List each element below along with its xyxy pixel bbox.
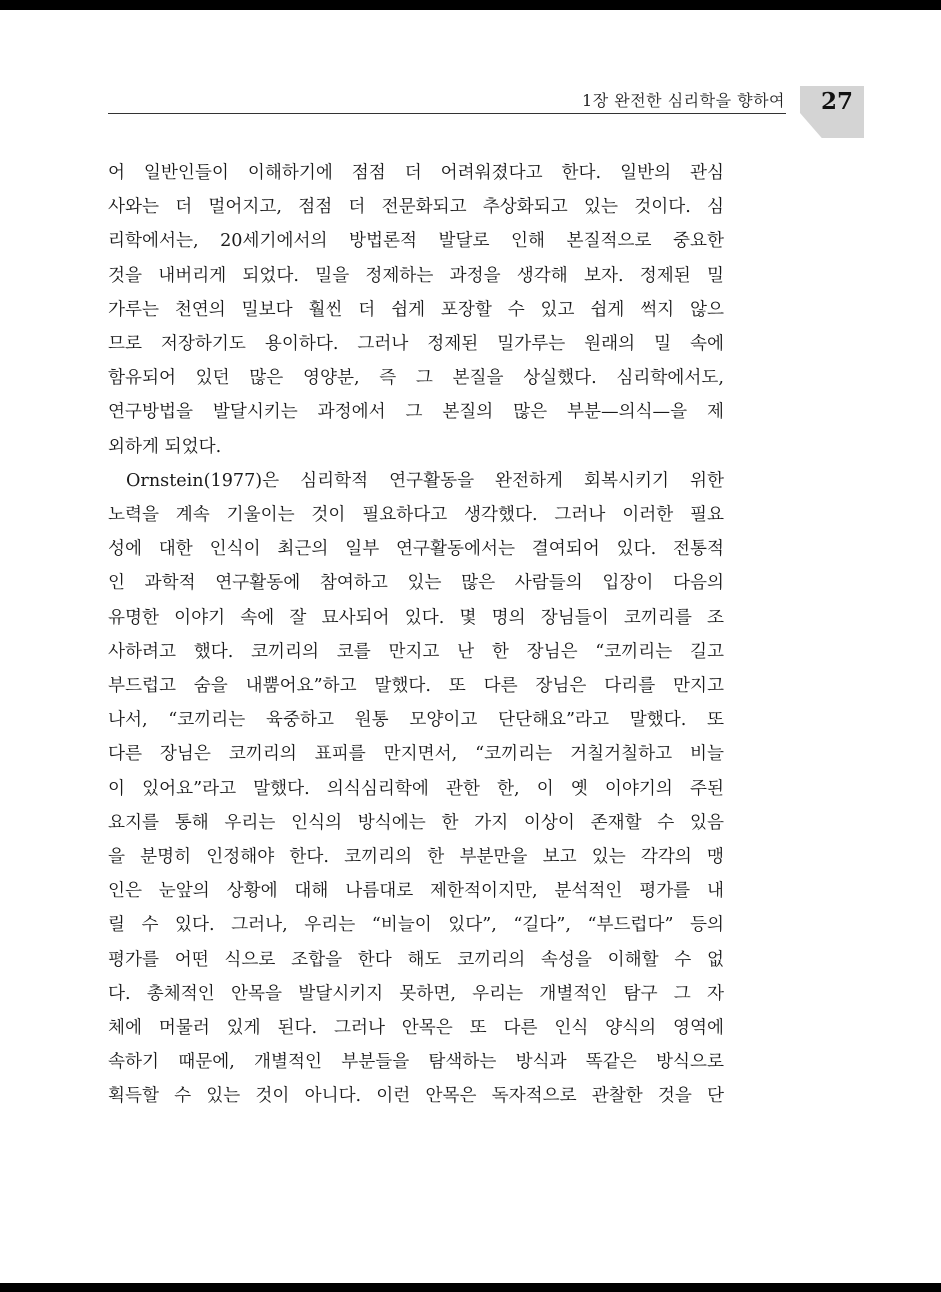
text-line: 부드럽고 숨을 내뿜어요”하고 말했다. 또 다른 장님은 다리를 만지고 <box>108 676 724 697</box>
top-border <box>0 0 941 10</box>
text-line: 함유되어 있던 많은 영양분, 즉 그 본질을 상실했다. 심리학에서도, <box>108 368 724 389</box>
text-line: 다. 총체적인 안목을 발달시키지 못하면, 우리는 개별적인 탐구 그 자 <box>108 983 724 1004</box>
text-line: 리학에서는, 20세기에서의 방법론적 발달로 인해 본질적으로 중요한 <box>108 231 724 252</box>
running-header-title: 1장 완전한 심리학을 향하여 <box>582 91 785 110</box>
text-line: 유명한 이야기 속에 잘 묘사되어 있다. 몇 명의 장님들이 코끼리를 조 <box>108 607 724 628</box>
text-line: 속하기 때문에, 개별적인 부분들을 탐색하는 방식과 똑같은 방식으로 <box>108 1052 724 1073</box>
text-line: 어 일반인들이 이해하기에 점점 더 어려워졌다고 한다. 일반의 관심 <box>108 163 724 183</box>
text-line: 획득할 수 있는 것이 아니다. 이런 안목은 독자적으로 관찰한 것을 단 <box>108 1086 724 1107</box>
text-line: 을 분명히 인정해야 한다. 코끼리의 한 부분만을 보고 있는 각각의 맹 <box>108 847 724 868</box>
bottom-border <box>0 1283 941 1292</box>
text-line: 인은 눈앞의 상황에 대해 나름대로 제한적이지만, 분석적인 평가를 내 <box>108 881 724 902</box>
text-line: 나서, “코끼리는 육중하고 원통 모양이고 단단해요”라고 말했다. 또 <box>108 710 724 731</box>
text-line: 다른 장님은 코끼리의 표피를 만지면서, “코끼리는 거칠거칠하고 비늘 <box>108 744 724 765</box>
text-line: 연구방법을 발달시키는 과정에서 그 본질의 많은 부분—의식—을 제 <box>108 402 724 423</box>
text-line: 성에 대한 인식이 최근의 일부 연구활동에서는 결여되어 있다. 전통적 <box>108 539 724 560</box>
text-line: 인 과학적 연구활동에 참여하고 있는 많은 사람들의 입장이 다음의 <box>108 573 724 594</box>
paragraph-start-line: Ornstein(1977)은 심리학적 연구활동을 완전하게 회복시키기 위한 <box>126 470 724 491</box>
text-line: 사와는 더 멀어지고, 점점 더 전문화되고 추상화되고 있는 것이다. 심 <box>108 197 724 218</box>
page-number: 27 <box>820 88 853 115</box>
header-rule <box>108 113 786 114</box>
text-line: 것을 내버리게 되었다. 밀을 정제하는 과정을 생각해 보자. 정제된 밀 <box>108 265 724 286</box>
text-line: 므로 저장하기도 용이하다. 그러나 정제된 밀가루는 원래의 밀 속에 <box>108 334 724 355</box>
body-text <box>108 156 724 1114</box>
text-line: 노력을 계속 기울이는 것이 필요하다고 생각했다. 그러나 이러한 필요 <box>108 505 724 526</box>
text-line: 사하려고 했다. 코끼리의 코를 만지고 난 한 장님은 “코끼리는 길고 <box>108 641 724 662</box>
text-line: 평가를 어떤 식으로 조합을 한다 해도 코끼리의 속성을 이해할 수 없 <box>108 949 724 970</box>
text-line: 요지를 통해 우리는 인식의 방식에는 한 가지 이상이 존재할 수 있음 <box>108 812 724 833</box>
text-line: 체에 머물러 있게 된다. 그러나 안목은 또 다른 인식 양식의 영역에 <box>108 1018 724 1039</box>
text-line: 가루는 천연의 밀보다 훨씬 더 쉽게 포장할 수 있고 쉽게 썩지 않으 <box>108 299 724 320</box>
text-line: 릴 수 있다. 그러나, 우리는 “비늘이 있다”, “길다”, “부드럽다” 등의 <box>108 915 724 936</box>
text-line: 이 있어요”라고 말했다. 의식심리학에 관한 한, 이 옛 이야기의 주된 <box>108 778 724 799</box>
paragraph-end-line: 외하게 되었다. <box>108 436 222 457</box>
